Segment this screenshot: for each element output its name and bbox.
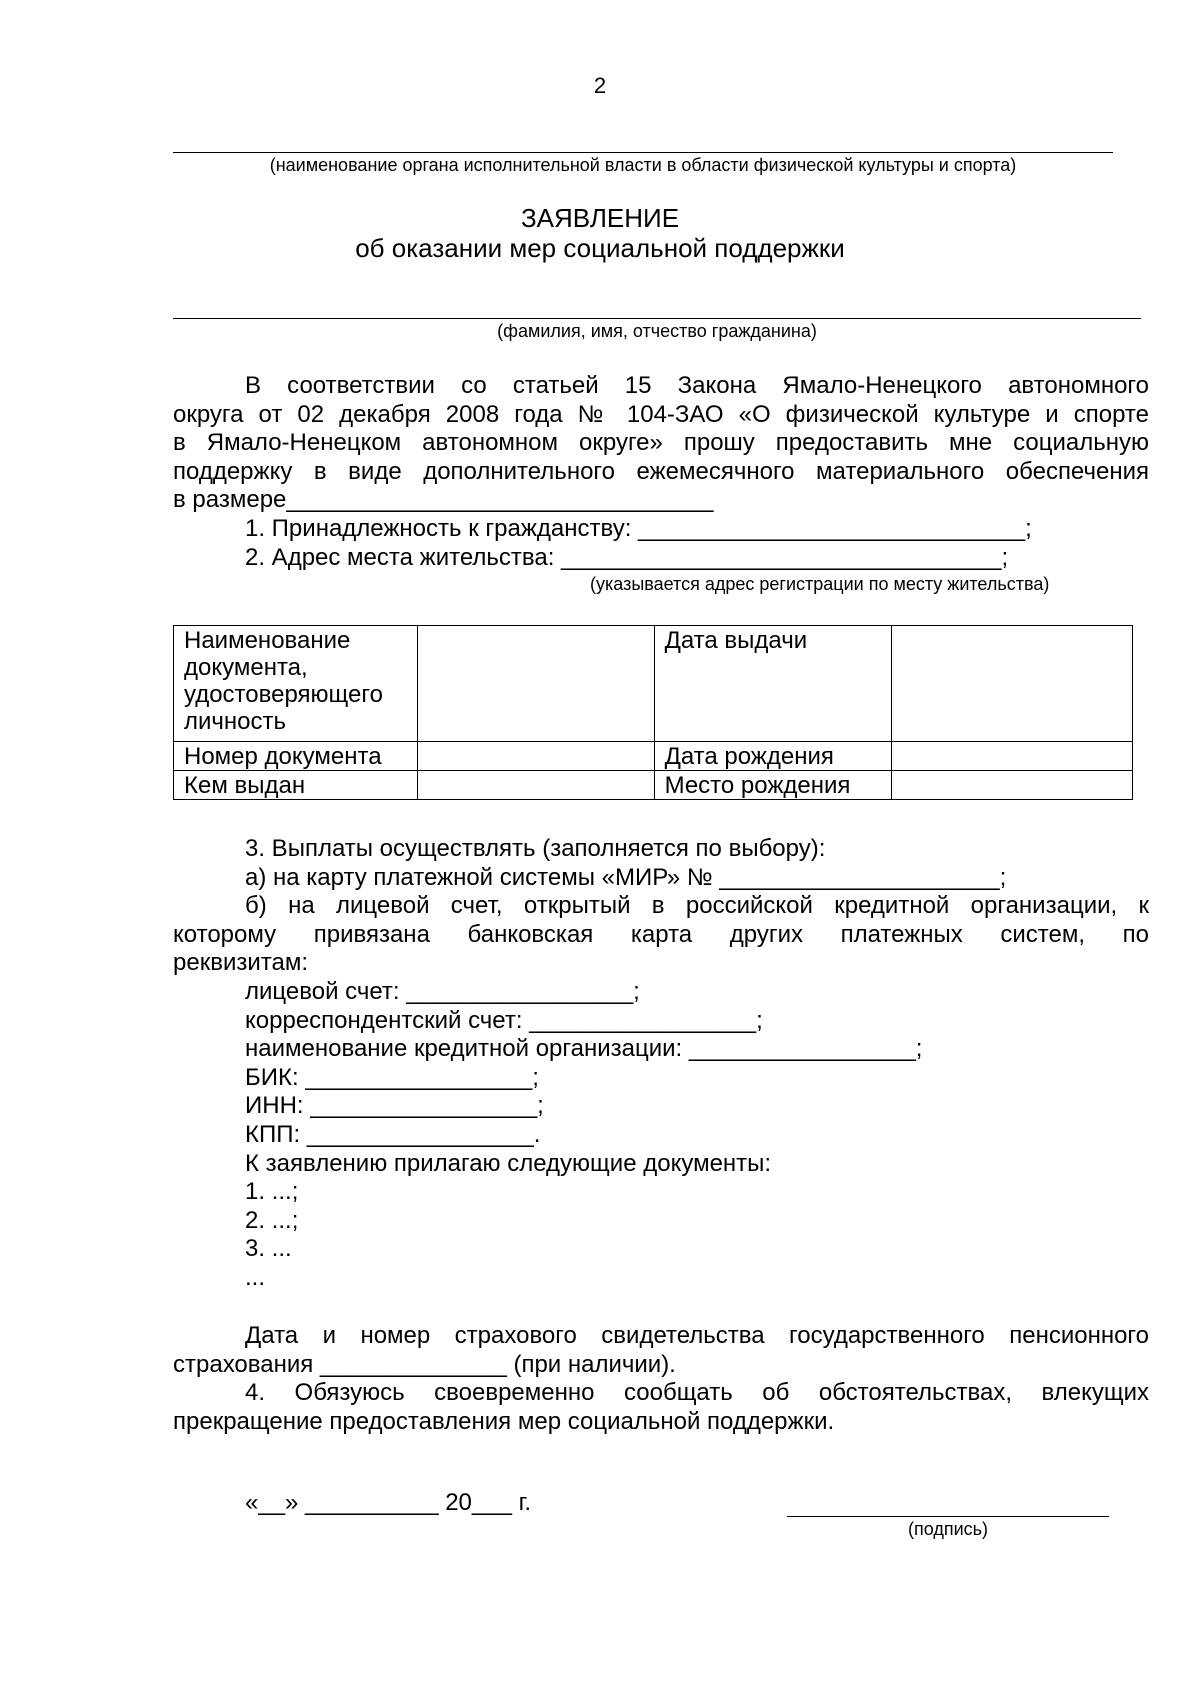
intro-line: В соответствии со статьей 15 Закона Ямало-Ненецкого автономного <box>245 372 1149 399</box>
document-title: ЗАЯВЛЕНИЕ <box>520 203 680 233</box>
table-row <box>174 626 1133 742</box>
document-subtitle: об оказании мер социальной поддержки <box>355 233 845 263</box>
org-name-caption: (наименование органа исполнительной власти в области физической культуры и спорта) <box>269 155 1017 175</box>
birth-date-label: Дата рождения <box>654 742 892 771</box>
doc-number-value[interactable] <box>417 742 654 771</box>
insurance-line: Дата и номер страхового свидетельства государственного пенсионного <box>245 1322 1149 1349</box>
insurance-line: страхования ______________ (при наличии). <box>173 1350 676 1378</box>
bik-field: БИК: _________________; <box>245 1063 539 1091</box>
attachment-item: 3. ... <box>245 1235 292 1263</box>
citizen-name-caption: (фамилия, имя, отчество гражданина) <box>497 321 817 341</box>
doc-name-value[interactable] <box>417 626 654 742</box>
inn-field: ИНН: _________________; <box>245 1092 544 1120</box>
payment-option-a: а) на карту платежной системы «МИР» № _____________________; <box>245 863 1007 891</box>
payment-option-b: которому привязана банковская карта других платежных систем, по <box>173 920 1149 948</box>
date-field: «__» __________ 20___ г. <box>245 1489 532 1516</box>
kpp-field: КПП: _________________. <box>245 1120 541 1148</box>
obligation-line: 4. Обязуюсь своевременно сообщать об обстоятельствах, влекущих <box>245 1379 1149 1407</box>
citizen-name-line <box>173 318 1141 319</box>
signature-caption: (подпись) <box>907 1519 989 1539</box>
bank-name-field: наименование кредитной организации: _________________; <box>245 1035 923 1063</box>
intro-line: в размере________________________________ <box>173 486 714 514</box>
payments-section <box>173 835 1149 1293</box>
issued-by-label: Кем выдан <box>174 771 418 800</box>
address-caption: (указывается адрес регистрации по месту жительства) <box>590 574 1050 594</box>
address-item: 2. Адрес места жительства: _________________________________; <box>245 543 1009 571</box>
intro-line: поддержку в виде дополнительного ежемесячного материального обеспечения <box>173 457 1149 485</box>
birth-date-value[interactable] <box>892 742 1133 771</box>
insurance-section <box>173 1322 1149 1436</box>
payments-heading: 3. Выплаты осуществлять (заполняется по выбору): <box>245 835 826 862</box>
doc-number-label: Номер документа <box>174 742 418 771</box>
attachment-item: 2. ...; <box>245 1206 299 1234</box>
org-name-line <box>173 152 1113 153</box>
signature-line <box>787 1516 1109 1517</box>
payment-option-b: реквизитам: <box>173 949 308 977</box>
citizenship-item: 1. Принадлежность к гражданству: _____________________________; <box>245 514 1032 542</box>
birth-place-value[interactable] <box>892 771 1133 800</box>
table-row <box>174 742 1133 771</box>
account-field: лицевой счет: _________________; <box>245 977 640 1005</box>
corr-account-field: корреспондентский счет: _________________; <box>245 1006 763 1034</box>
payment-option-b: б) на лицевой счет, открытый в российской кредитной организации, к <box>245 892 1149 920</box>
attachment-item: ... <box>245 1263 266 1291</box>
attachment-item: 1. ...; <box>245 1178 299 1206</box>
obligation-line: прекращение предоставления мер социальной поддержки. <box>173 1407 835 1435</box>
issued-by-value[interactable] <box>417 771 654 800</box>
doc-name-label: Наименование документа, удостоверяющего личность <box>174 626 418 742</box>
table-row <box>174 771 1133 800</box>
intro-paragraph <box>173 372 1149 572</box>
intro-line: в Ямало-Ненецком автономном округе» прошу предоставить мне социальную <box>173 429 1149 457</box>
identity-document-table <box>173 625 1133 800</box>
intro-line: округа от 02 декабря 2008 года № 104-ЗАО «О физической культуре и спорте <box>173 400 1149 428</box>
attachments-heading: К заявлению прилагаю следующие документы: <box>245 1149 772 1177</box>
issue-date-value[interactable] <box>892 626 1133 742</box>
birth-place-label: Место рождения <box>654 771 892 800</box>
page-number: 2 <box>593 73 607 98</box>
issue-date-label: Дата выдачи <box>654 626 892 742</box>
